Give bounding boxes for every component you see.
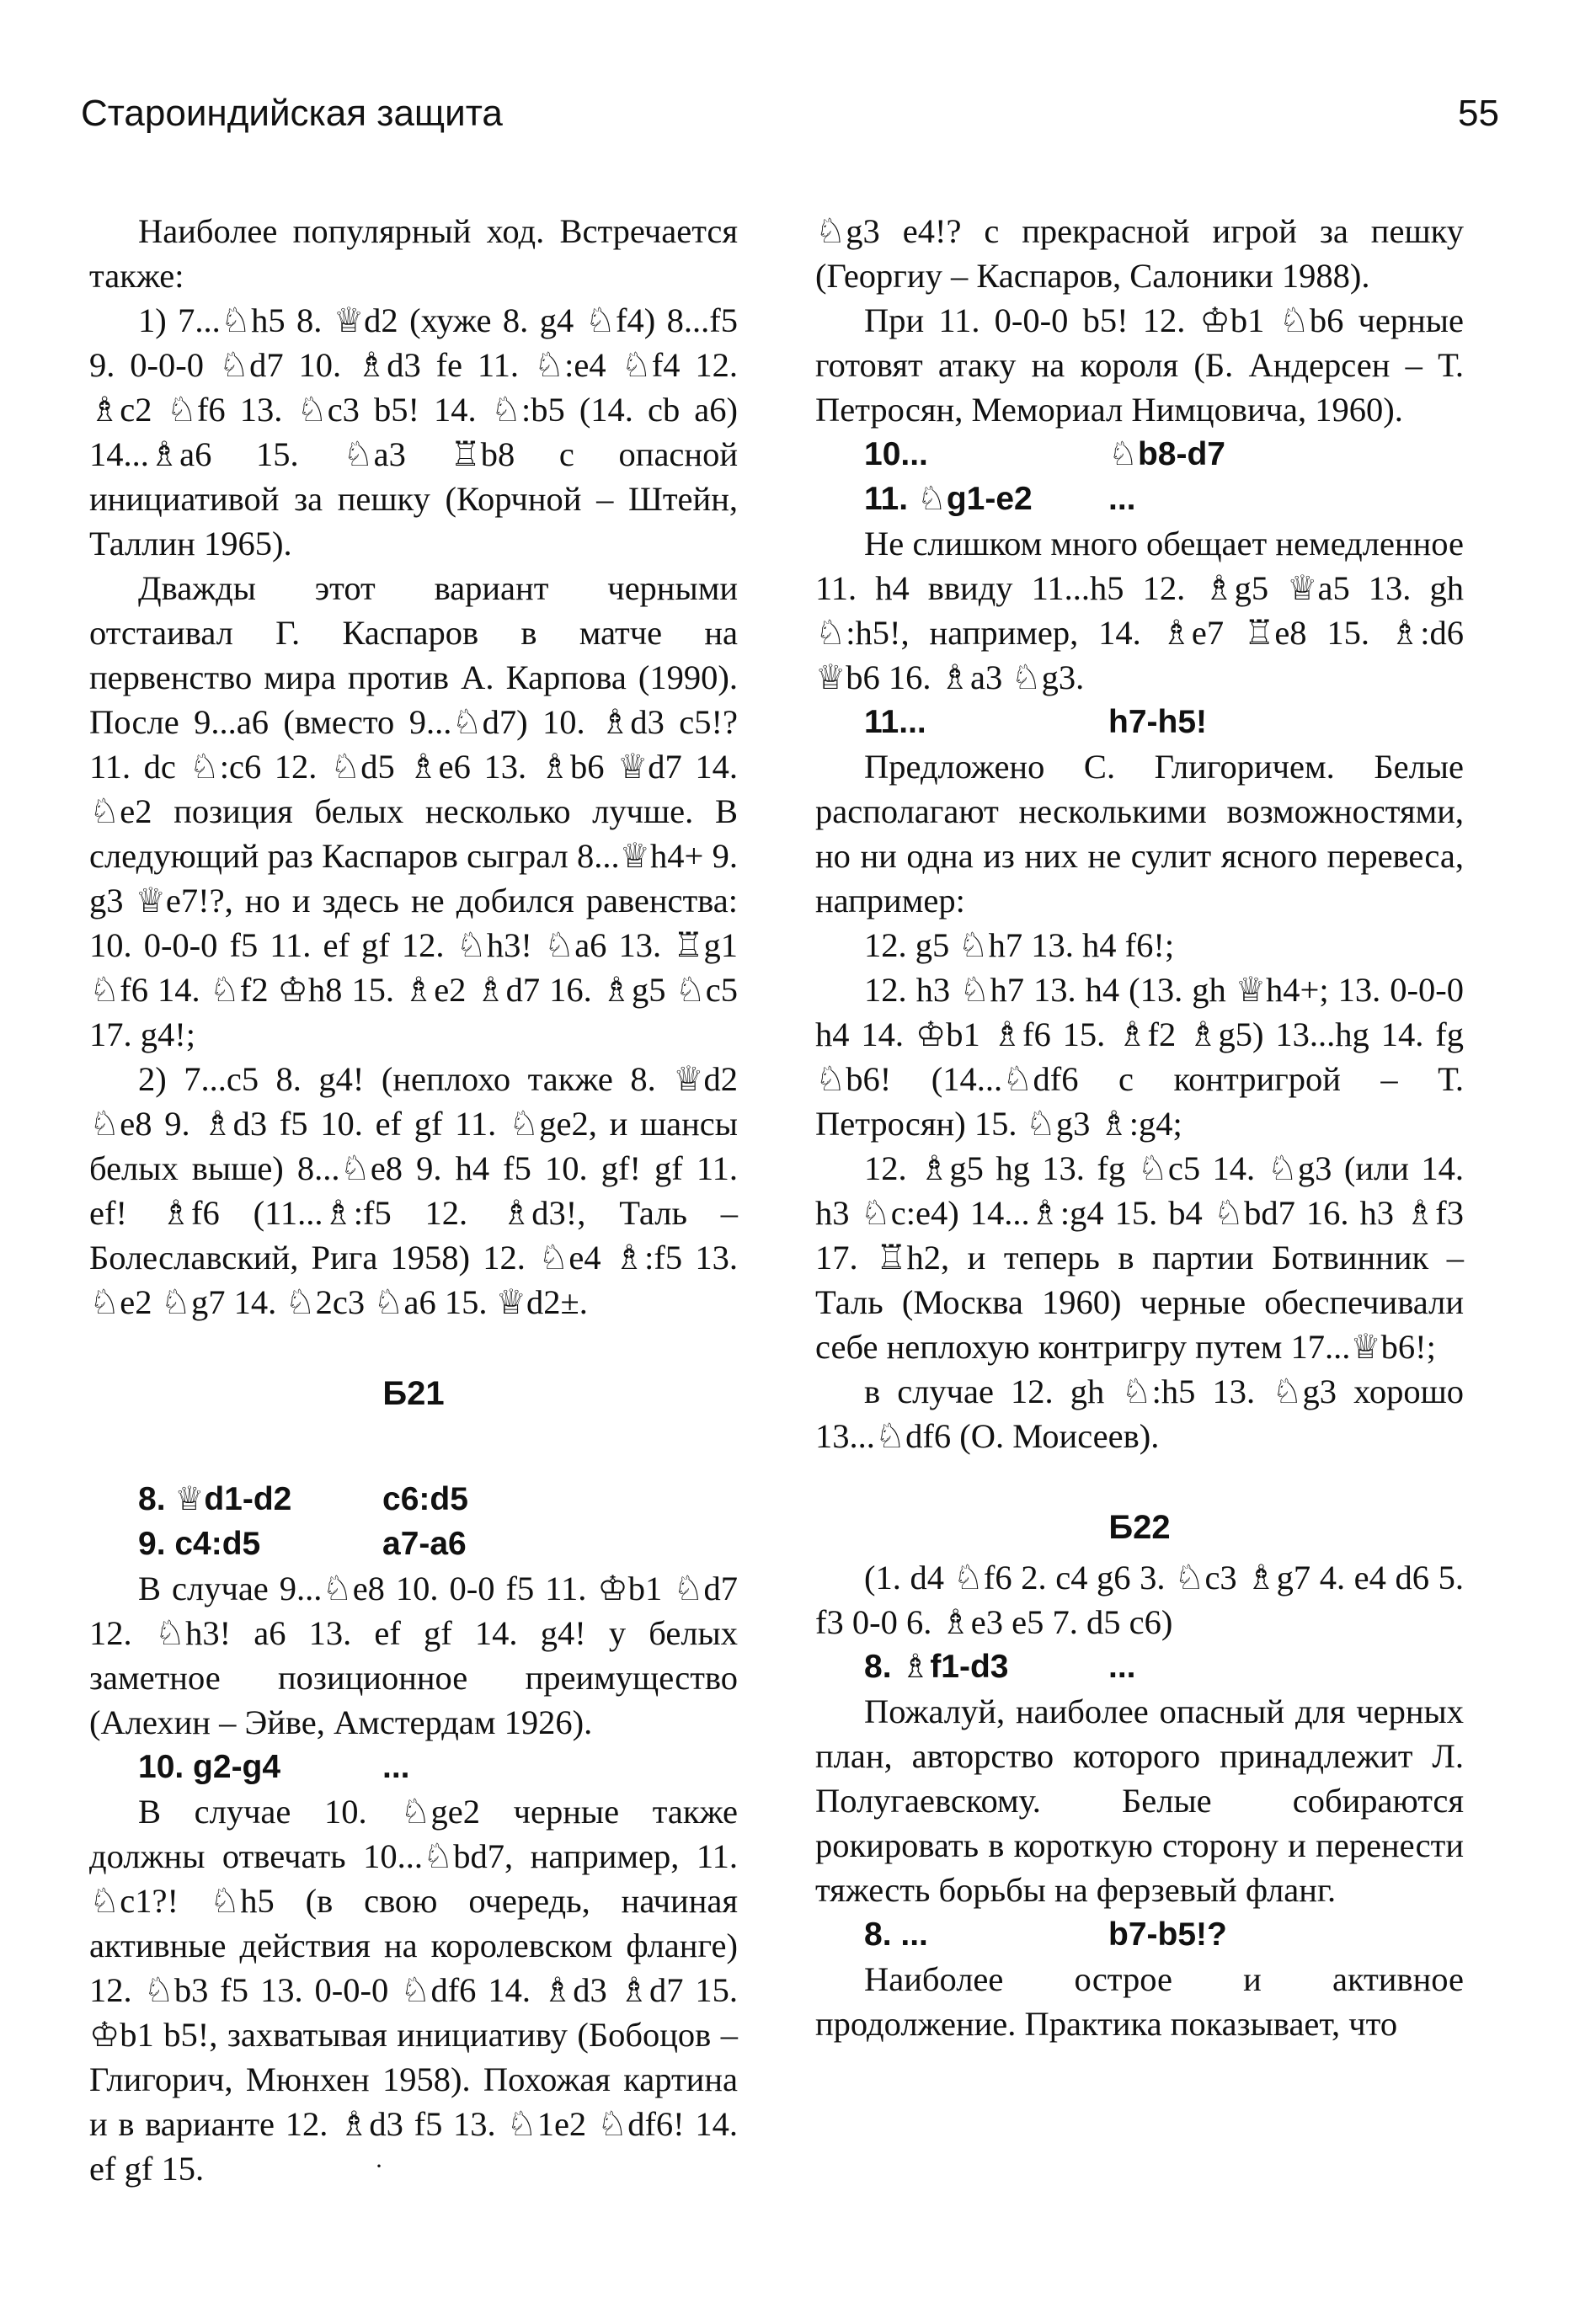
white-move: 11. ♘g1-e2 xyxy=(864,481,1033,517)
page-header xyxy=(81,93,1499,143)
black-move: ... xyxy=(1108,1649,1136,1685)
paragraph: (1. d4 ♘f6 2. c4 g6 3. ♘c3 ♗g7 4. e4 d6 5. f3 0-0 6. ♗e3 e5 7. d5 c6) xyxy=(815,1559,1464,1641)
white-move: 8. ♕d1-d2 xyxy=(138,1481,292,1517)
paragraph: В случае 10. ♘ge2 черные также должны отвечать 10...♘bd7, например, 11. ♘c1?! ♘h5 (в свою очередь, начиная активные действия на королевском фланге) 12. ♘b3 f5 13. 0-0-0 ♘df6 14. ♗d3 ♗d7 15. ♔b1 b5!, захватывая инициативу (Бобоцов – Глигорич, Мюнхен 1958). Похожая картина и в варианте 12. ♗d3 f5 13. ♘1e2 ♘df6! 14. ef gf 15. xyxy=(89,1793,738,2188)
paragraph: 12. ♗g5 hg 13. fg ♘c5 14. ♘g3 (или 14. h3 ♘c:e4) 14...♗:g4 15. b4 ♘bd7 16. h3 ♗f3 17. ♖h2, и теперь в партии Ботвинник – Таль (Москва 1960) черные обеспечивали себе неплохую контригру путем 17...♕b6!; xyxy=(815,1149,1464,1366)
paragraph: При 11. 0-0-0 b5! 12. ♔b1 ♘b6 черные готовят атаку на короля (Б. Андерсен – Т. Петросян, Мемориал Нимцовича, 1960). xyxy=(815,301,1464,429)
paragraph: Не слишком много обещает немедленное 11. h4 ввиду 11...h5 12. ♗g5 ♕a5 13. gh ♘:h5!, например, 14. ♗e7 ♖e8 15. ♗:d6 ♕b6 16. ♗a3 ♘g3. xyxy=(815,525,1464,696)
paragraph: 1) 7...♘h5 8. ♕d2 (хуже 8. g4 ♘f4) 8...f5 9. 0-0-0 ♘d7 10. ♗d3 fe 11. ♘:e4 ♘f4 12. ♗c2 ♘f6 13. ♘c3 b5! 14. ♘:b5 (14. cb a6) 14...♗a6 15. ♘a3 ♖b8 с опасной инициативой за пешку (Корчной – Штейн, Таллин 1965). xyxy=(89,301,738,562)
paragraph: Пожалуй, наиболее опасный для черных план, авторство которого принадлежит Л. Полугаевскому. Белые собираются рокировать в короткую сторону и перенести тяжесть борьбы на ферзевый фланг. xyxy=(815,1692,1464,1909)
right-column xyxy=(815,209,1464,2046)
white-move: 11... xyxy=(864,704,926,740)
left-column xyxy=(89,209,738,2191)
white-move: 10... xyxy=(864,436,928,472)
print-dot: · xyxy=(375,2152,383,2180)
paragraph: в случае 12. gh ♘:h5 13. ♘g3 хорошо 13...♘df6 (О. Моисеев). xyxy=(815,1373,1464,1455)
section-heading: Б21 xyxy=(382,1375,445,1412)
move-line xyxy=(815,432,1464,477)
move-line xyxy=(89,1477,738,1522)
black-move: b7-b5!? xyxy=(1108,1916,1227,1953)
paragraph: 12. h3 ♘h7 13. h4 (13. gh ♕h4+; 13. 0-0-0 h4 14. ♔b1 ♗f6 15. ♗f2 ♗g5) 13...hg 14. fg ♘b6! (14...♘df6 с контригрой – Т. Петросян) 15. ♘g3 ♗:g4; xyxy=(815,971,1464,1143)
black-move: h7-h5! xyxy=(1108,704,1207,740)
paragraph: Дважды этот вариант черными отстаивал Г. Каспаров в матче на первенство мира против А. Карпова (1990). После 9...a6 (вместо 9...♘d7) 10. ♗d3 c5!? 11. dc ♘:c6 12. ♘d5 ♗e6 13. ♗b6 ♕d7 14. ♘e2 позиция белых несколько лучше. В следующий раз Каспаров сыграл 8...♕h4+ 9. g3 ♕e7!?, но и здесь не добился равенства: 10. 0-0-0 f5 11. ef gf 12. ♘h3! ♘a6 13. ♖g1 ♘f6 14. ♘f2 ♔h8 15. ♗e2 ♗d7 16. ♗g5 ♘c5 17. g4!; xyxy=(89,569,738,1053)
black-move: ... xyxy=(1108,481,1136,517)
page-number: 55 xyxy=(1458,93,1499,134)
black-move: ♘b8-d7 xyxy=(1108,436,1225,472)
move-line xyxy=(89,1522,738,1566)
paragraph: Наиболее острое и активное продолжение. Практика показывает, что xyxy=(815,1960,1464,2043)
move-line xyxy=(89,1745,738,1789)
paragraph: В случае 9...♘e8 10. 0-0 f5 11. ♔b1 ♘d7 12. ♘h3! a6 13. ef gf 14. g4! у белых заметное позиционное преимущество (Алехин – Эйве, Амстердам 1926). xyxy=(89,1570,738,1741)
white-move: 9. c4:d5 xyxy=(138,1526,261,1562)
paragraph: 2) 7...c5 8. g4! (неплохо также 8. ♕d2 ♘e8 9. ♗d3 f5 10. ef gf 11. ♘ge2, и шансы белых выше) 8...♘e8 9. h4 f5 10. gf! gf 11. ef! ♗f6 (11...♗:f5 12. ♗d3!, Таль – Болеславский, Рига 1958) 12. ♘e4 ♗:f5 13. ♘e2 ♘g7 14. ♘2c3 ♘a6 15. ♕d2±. xyxy=(89,1060,738,1321)
paragraph: 12. g5 ♘h7 13. h4 f6!; xyxy=(864,926,1175,964)
white-move: 8. ... xyxy=(864,1916,928,1953)
section-heading: Б22 xyxy=(1108,1509,1171,1546)
black-move: ... xyxy=(382,1749,410,1785)
paragraph: ♘g3 e4!? с прекрасной игрой за пешку (Георгиу – Каспаров, Салоники 1988). xyxy=(815,212,1464,295)
paragraph: Наиболее популярный ход. Встречается также: xyxy=(89,212,738,295)
white-move: 10. g2-g4 xyxy=(138,1749,281,1785)
move-line xyxy=(815,1912,1464,1957)
move-line xyxy=(815,700,1464,744)
move-line xyxy=(815,1644,1464,1689)
black-move: c6:d5 xyxy=(382,1481,468,1517)
black-move: a7-a6 xyxy=(382,1526,467,1562)
running-title: Староиндийская защита xyxy=(81,93,503,134)
move-line xyxy=(815,477,1464,521)
paragraph: Предложено С. Глигоричем. Белые располагают несколькими возможностями, но ни одна из них не сулит ясного перевеса, например: xyxy=(815,748,1464,919)
white-move: 8. ♗f1-d3 xyxy=(864,1649,1009,1685)
